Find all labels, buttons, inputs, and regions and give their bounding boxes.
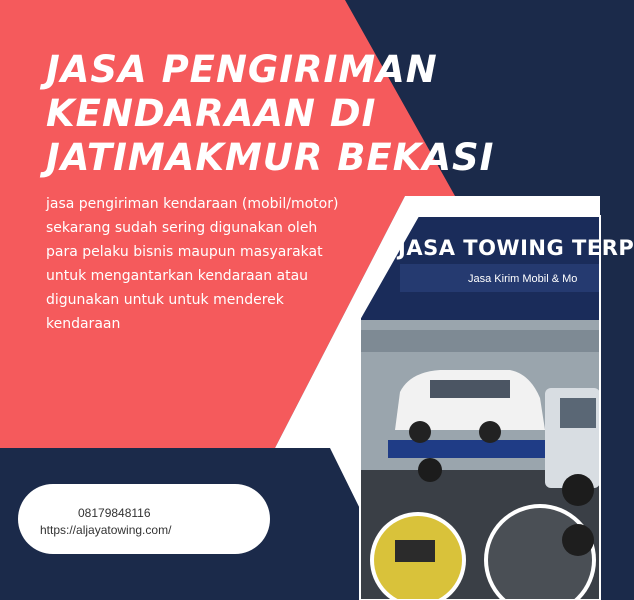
van-wheel-rear [479, 421, 501, 443]
inset-jeep-spare-wheel [562, 524, 594, 556]
phone-number[interactable]: 08179848116 [78, 506, 151, 520]
description: jasa pengiriman kendaraan (mobil/motor) sekarang sudah sering digunakan oleh para pelaku bisnis maupun masyarakat untuk mengantarkan kendaraan atau digunakan untuk untuk menderek kendaraan [46, 196, 339, 332]
photo-banner-subtitle: Jasa Kirim Mobil & Mo [468, 273, 578, 285]
truck-window [560, 398, 596, 428]
van-window [430, 380, 510, 398]
website-link[interactable]: https://aljayatowing.com/ [40, 523, 172, 537]
white-van [395, 370, 545, 430]
headline: JASA PENGIRIMAN KENDARAAN DI JATIMAKMUR BEKASI [46, 48, 495, 179]
truck-wheel [562, 474, 594, 506]
truck-wheel-rear [418, 458, 442, 482]
photo-banner-title: JASA TOWING TERP [398, 236, 634, 260]
van-wheel-front [409, 421, 431, 443]
photo-building [360, 330, 600, 352]
inset-yellow-window [395, 540, 435, 562]
truck-bed [388, 440, 553, 458]
